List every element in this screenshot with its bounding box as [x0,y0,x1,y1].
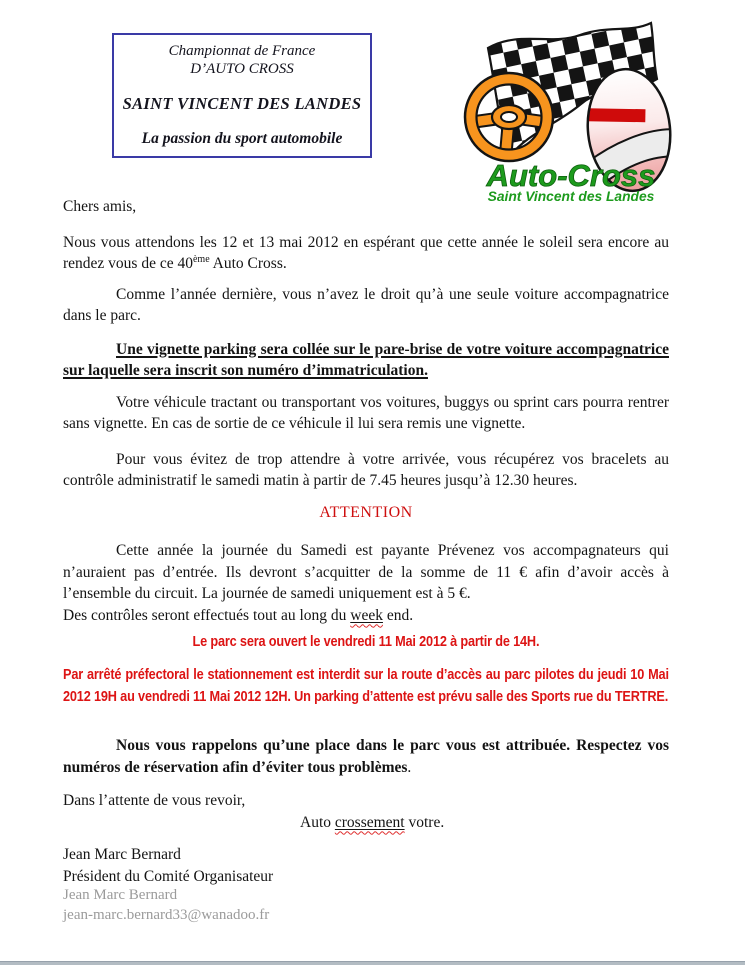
closing-salutation-end: votre. [404,813,445,831]
page-bottom-edge [0,961,745,965]
paragraph-rappel-tail: . [407,758,412,776]
misspelled-word-crossement: crossement [334,813,405,831]
paragraph-dates-text: Nous vous attendons les 12 et 13 mai 2012 en espérant que cette année le soleil sera encore au rendez vous de ce 40 [63,233,669,272]
paragraph-vehicule: Votre véhicule tractant ou transportant vos voitures, buggys ou sprint cars pourra rentrer sans vignette. En cas de sortie de ce véhicule il lui sera remis une vignette. [63,393,669,432]
paragraph-rappel-bold: Nous vous rappelons qu’une place dans le parc vous est attribuée. Respectez vos numéros de réservation afin d’éviter tous problèmes [63,737,669,776]
logo-subtitle: Saint Vincent des Landes [487,189,655,204]
salutation: Chers amis, [63,198,137,215]
attention-heading: ATTENTION [319,503,413,521]
parc-ouvert-notice: Le parc sera ouvert le vendredi 11 Mai 2012 à partir de 14H. [192,634,540,650]
closing-salutation [63,812,669,834]
slogan-line: La passion du sport automobile [141,130,343,147]
arrete-prefectoral-notice: Par arrêté préfectoral le stationnement est interdit sur la route d’accès au parc pilotes du jeudi 10 Mai 2012 19H au vendredi 11 Mai 2012 12H. Un parking d’attente est prévu salle des Sports rue du TERTRE. [63,667,669,705]
digital-signature-name: Jean Marc Bernard [63,887,178,903]
paragraph-attente: Dans l’attente de vous revoir, [63,792,246,809]
paragraph-payante: Cette année la journée du Samedi est payante Prévenez vos accompagnateurs qui n’auraient pas d’entrée. Ils devront s’acquitter de la somme de 11 € afin d’avoir accès à l’ensemble du circuit. La journée de samedi uniquement est à 5 €. [63,542,669,602]
paragraph-dates [63,232,669,275]
digital-signature-block [63,885,669,925]
logo-title: Auto-Cross [486,158,656,193]
paragraph-controles [63,605,669,627]
autocross-logo [450,18,702,210]
championship-line: Championnat de France [168,43,316,59]
paragraph-voiture: Comme l’année dernière, vous n’avez le droit qu’à une seule voiture accompagnatrice dans le parc. [63,285,669,324]
digital-signature-email: jean-marc.bernard33@wanadoo.fr [63,907,270,923]
city-line: SAINT VINCENT DES LANDES [122,94,362,113]
paragraph-dates-end: Auto Cross. [209,255,287,272]
paragraph-controles-end: end. [382,606,414,624]
autocross-line: D’AUTO CROSS [190,61,294,77]
paragraph-vignette: Une vignette parking sera collée sur le pare-brise de votre voiture accompagnatrice sur laquelle sera inscrit son numéro d’immatriculation. [63,340,669,379]
championship-header-box [112,33,372,158]
signature-name: Jean Marc Bernard [63,846,181,863]
paragraph-bracelets: Pour vous évitez de trop attendre à votre arrivée, vous récupérez vos bracelets au contrôle administratif le samedi matin à partir de 7.45 heures jusqu’à 12.30 heures. [63,450,669,489]
letter-body [63,196,669,925]
paragraph-controles-text: Des contrôles seront effectués tout au long du [63,606,351,624]
closing-salutation-start: Auto [300,813,335,831]
paragraph-rappel [63,735,669,778]
signature-title: Président du Comité Organisateur [63,867,274,885]
ordinal-superscript: ème [192,253,210,265]
misspelled-word-week: week [350,606,383,624]
